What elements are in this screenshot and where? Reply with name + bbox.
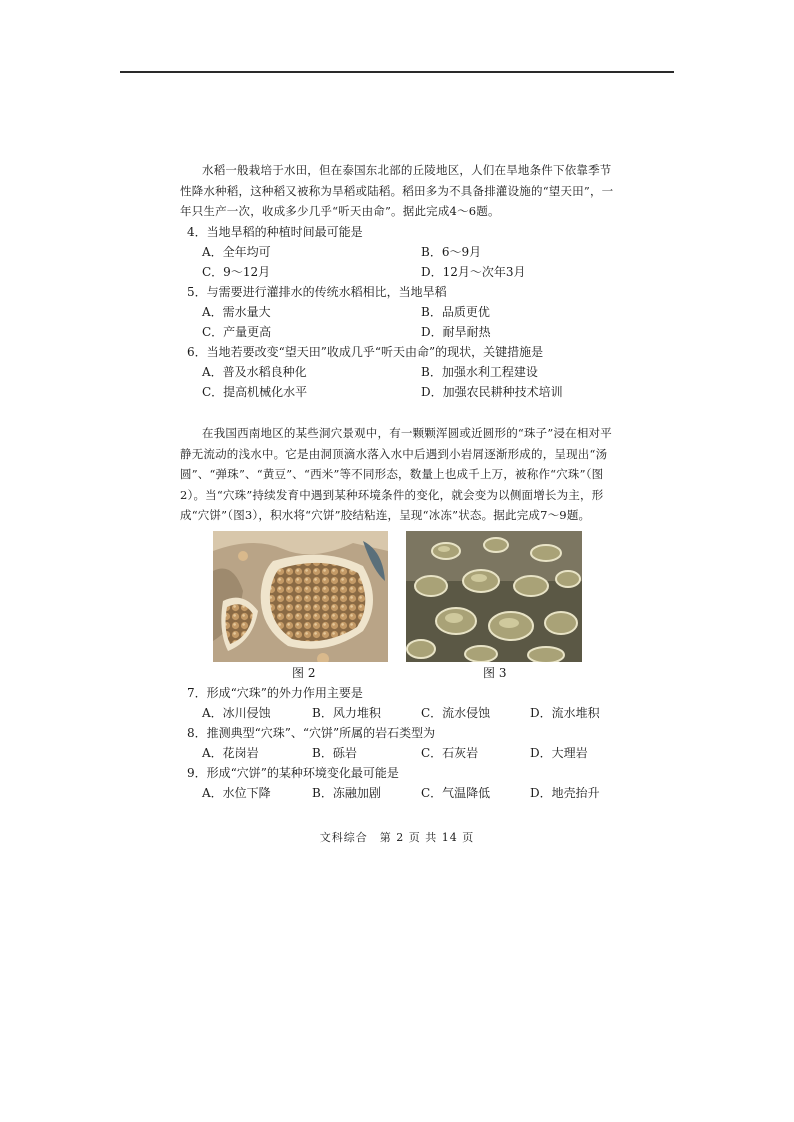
question-5: 5．与需要进行灌排水的传统水稻相比，当地旱稻 (187, 285, 447, 299)
q7-option-d: D．流水堆积 (530, 706, 600, 720)
figure-2-cave-pearls (213, 531, 388, 662)
q7-option-a: A．冰川侵蚀 (202, 706, 271, 720)
q5-option-d: D．耐旱耐热 (421, 325, 491, 339)
page-footer: 文科综合 第 2 页 共 14 页 (319, 831, 475, 844)
q8-option-d: D．大理岩 (530, 746, 588, 760)
q7-option-b: B．风力堆积 (312, 706, 381, 720)
q6-option-a: A．普及水稻良种化 (202, 365, 307, 379)
q9-option-c: C．气温降低 (421, 786, 491, 800)
q4-option-c: C．9～12月 (202, 265, 271, 279)
q5-option-c: C．产量更高 (202, 325, 272, 339)
question-6: 6．当地若要改变“望天田”收成几乎“听天由命”的现状，关键措施是 (187, 345, 544, 359)
header-rule (120, 71, 674, 73)
figure-2-caption: 图 2 (292, 666, 316, 680)
question-9: 9．形成“穴饼”的某种环境变化最可能是 (187, 766, 399, 780)
q4-option-a: A．全年均可 (202, 245, 271, 259)
q6-option-b: B．加强水利工程建设 (421, 365, 538, 379)
q5-option-b: B．品质更优 (421, 305, 490, 319)
q6-option-d: D．加强农民耕种技术培训 (421, 385, 563, 399)
q4-option-d: D．12月～次年3月 (421, 265, 526, 279)
q8-option-a: A．花岗岩 (202, 746, 259, 760)
q7-option-c: C．流水侵蚀 (421, 706, 491, 720)
q9-option-a: A．水位下降 (202, 786, 271, 800)
question-4: 4．当地旱稻的种植时间最可能是 (187, 225, 363, 239)
passage-cave-pearls: 在我国西南地区的某些洞穴景观中，有一颗颗浑圆或近圆形的“珠子”浸在相对平静无流动的浅水中。它是由洞顶滴水落入水中后遇到小岩屑逐渐形成的，呈现出“汤圆”、“弹珠”、“黄豆”、“西米”等不同形态，数量上也成千上万，被称作“穴珠”（图2）。当“穴珠”持续发育中遇到某种环境条件的变化，就会变为以侧面增长为主，形成“穴饼”（图3），积水将“穴饼”胶结粘连，呈现“冰冻”状态。据此完成7～9题。 (180, 426, 612, 522)
q8-option-c: C．石灰岩 (421, 746, 479, 760)
question-7: 7．形成“穴珠”的外力作用主要是 (187, 686, 363, 700)
figure-3-cave-cakes (406, 531, 582, 662)
q5-option-a: A．需水量大 (202, 305, 271, 319)
q6-option-c: C．提高机械化水平 (202, 385, 308, 399)
q9-option-d: D．地壳抬升 (530, 786, 600, 800)
q8-option-b: B．砾岩 (312, 746, 357, 760)
figure-3-caption: 图 3 (483, 666, 507, 680)
passage-rice: 水稻一般栽培于水田，但在泰国东北部的丘陵地区，人们在旱地条件下依靠季节性降水种稻，这种稻又被称为旱稻或陆稻。稻田多为不具备排灌设施的“望天田”，一年只生产一次，收成多少几乎“听天由命”。据此完成4～6题。 (180, 163, 614, 218)
question-8: 8．推测典型“穴珠”、“穴饼”所属的岩石类型为 (187, 726, 436, 740)
q4-option-b: B．6～9月 (421, 245, 482, 259)
q9-option-b: B．冻融加剧 (312, 786, 381, 800)
